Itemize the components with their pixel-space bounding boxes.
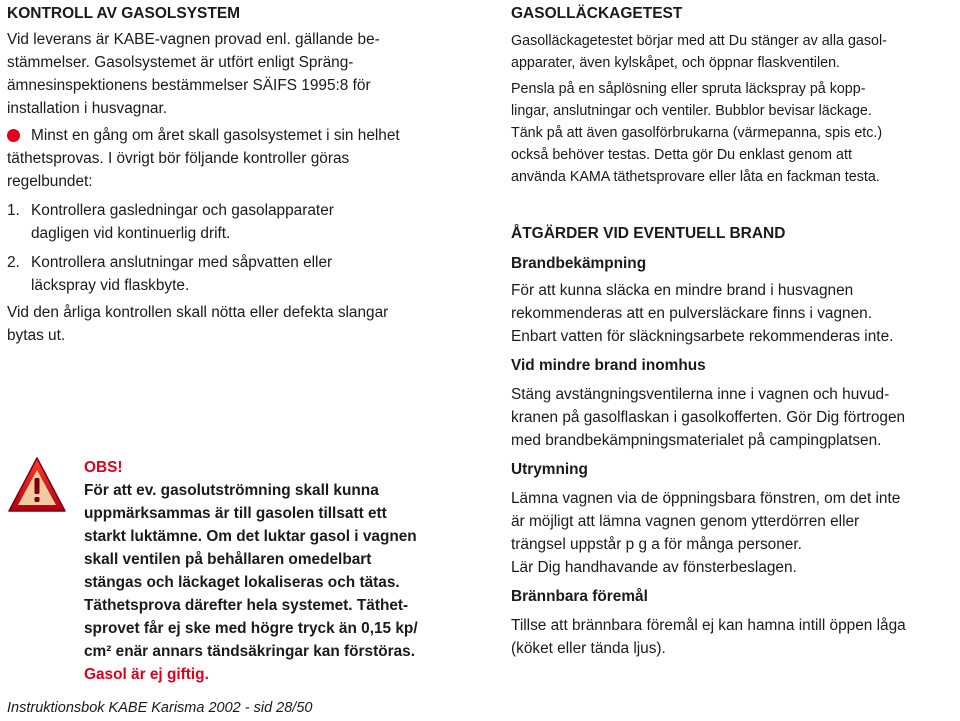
paragraph-line: Pensla på en såplösning eller spruta läckspray på kopp- xyxy=(511,81,866,97)
bullet-line: täthetsprovas. I övrigt bör följande kontroller göras xyxy=(7,150,350,167)
subheading-brannbara-foremal: Brännbara föremål xyxy=(511,588,648,605)
paragraph-line: lingar, anslutningar och ventiler. Bubblor bevisar läckage. xyxy=(511,103,872,119)
obs-line: starkt luktämne. Om det luktar gasol i vagnen xyxy=(84,528,417,545)
bullet-line: regelbundet: xyxy=(7,173,93,190)
paragraph-line: Lär Dig handhavande av fönsterbeslagen. xyxy=(511,559,797,576)
item-line: dagligen vid kontinuerlig drift. xyxy=(31,225,231,242)
numbered-item-2 xyxy=(7,251,462,297)
paragraph-line: Enbart vatten för släckningsarbete rekommenderas inte. xyxy=(511,328,894,345)
paragraph-line: är möjligt att lämna vagnen genom ytterdörren eller xyxy=(511,513,860,530)
red-bullet-icon xyxy=(7,129,20,142)
subheading-utrymning: Utrymning xyxy=(511,461,588,478)
obs-line: stängas och läckaget lokaliseras och tätas. xyxy=(84,574,400,591)
page-footer: Instruktionsbok KABE Karisma 2002 - sid 28/50 xyxy=(7,700,313,716)
closing-line: bytas ut. xyxy=(7,327,66,344)
paragraph-line: också behöver testas. Detta gör Du enklast genom att xyxy=(511,147,852,163)
item-line: läckspray vid flaskbyte. xyxy=(31,277,190,294)
item-number: 2. xyxy=(7,254,20,271)
bullet-line: Minst en gång om året skall gasolsystemet i sin helhet xyxy=(31,127,400,144)
intro-line: Vid leverans är KABE-vagnen provad enl. gällande be- xyxy=(7,31,380,48)
item-line: Kontrollera gasledningar och gasolapparater xyxy=(31,202,334,219)
obs-line: uppmärksammas är till gasolen tillsatt ett xyxy=(84,505,387,522)
section-heading-atgarder: ÅTGÄRDER VID EVENTUELL BRAND xyxy=(511,225,786,242)
intro-line: installation i husvagnar. xyxy=(7,100,167,117)
paragraph-line: kranen på gasolflaskan i gasolkofferten. Gör Dig förtrogen xyxy=(511,409,906,426)
obs-line: Täthetsprova därefter hela systemet. Täthet- xyxy=(84,597,409,614)
paragraph-line: använda KAMA täthetsprovare eller låta en fackman testa. xyxy=(511,169,880,185)
paragraph-line: Tänk på att även gasolförbrukarna (värmepanna, spis etc.) xyxy=(511,125,883,141)
section-heading-kontroll: KONTROLL AV GASOLSYSTEM xyxy=(7,5,241,22)
paragraph-line: Tillse att brännbara föremål ej kan hamna intill öppen låga xyxy=(511,617,906,634)
obs-line: För att ev. gasolutströmning skall kunna xyxy=(84,482,379,499)
warning-triangle-icon xyxy=(7,456,67,514)
obs-red-line: Gasol är ej giftig. xyxy=(84,666,209,683)
numbered-item-1 xyxy=(7,199,462,245)
paragraph-line: trängsel uppstår p g a för många personer. xyxy=(511,536,802,553)
paragraph-line: Stäng avstängningsventilerna inne i vagnen och huvud- xyxy=(511,386,890,403)
obs-line: sprovet får ej ske med högre tryck än 0,15 kp/ xyxy=(84,620,418,637)
paragraph-line: Gasolläckagetestet börjar med att Du stänger av alla gasol- xyxy=(511,33,887,49)
closing-line: Vid den årliga kontrollen skall nötta eller defekta slangar xyxy=(7,304,389,321)
intro-line: ämnesinspektionens bestämmelser SÄIFS 1995:8 för xyxy=(7,77,371,94)
paragraph-line: För att kunna släcka en mindre brand i husvagnen xyxy=(511,282,854,299)
subheading-vid-mindre-brand: Vid mindre brand inomhus xyxy=(511,357,706,374)
bullet-paragraph xyxy=(7,124,462,147)
paragraph-line: apparater, även kylskåpet, och öppnar flaskventilen. xyxy=(511,55,841,71)
left-column xyxy=(7,4,462,347)
paragraph-line: rekommenderas att en pulversläckare finns i vagnen. xyxy=(511,305,873,322)
right-column xyxy=(511,4,956,660)
item-number: 1. xyxy=(7,202,20,219)
paragraph-line: (köket eller tända ljus). xyxy=(511,640,666,657)
paragraph-line: med brandbekämpningsmaterialet på campingplatsen. xyxy=(511,432,882,449)
intro-line: stämmelser. Gasolsystemet är utfört enligt Spräng- xyxy=(7,54,354,71)
item-line: Kontrollera anslutningar med såpvatten eller xyxy=(31,254,333,271)
section-heading-gasolläckagetest: GASOLLÄCKAGETEST xyxy=(511,5,683,22)
obs-line: skall ventilen på behållaren omedelbart xyxy=(84,551,372,568)
subheading-brandbekampning: Brandbekämpning xyxy=(511,255,647,272)
obs-warning-block xyxy=(84,456,464,686)
obs-line: cm² enär annars tändsäkringar kan förstöras. xyxy=(84,643,416,660)
obs-title: OBS! xyxy=(84,459,123,476)
paragraph-line: Lämna vagnen via de öppningsbara fönstren, om det inte xyxy=(511,490,901,507)
